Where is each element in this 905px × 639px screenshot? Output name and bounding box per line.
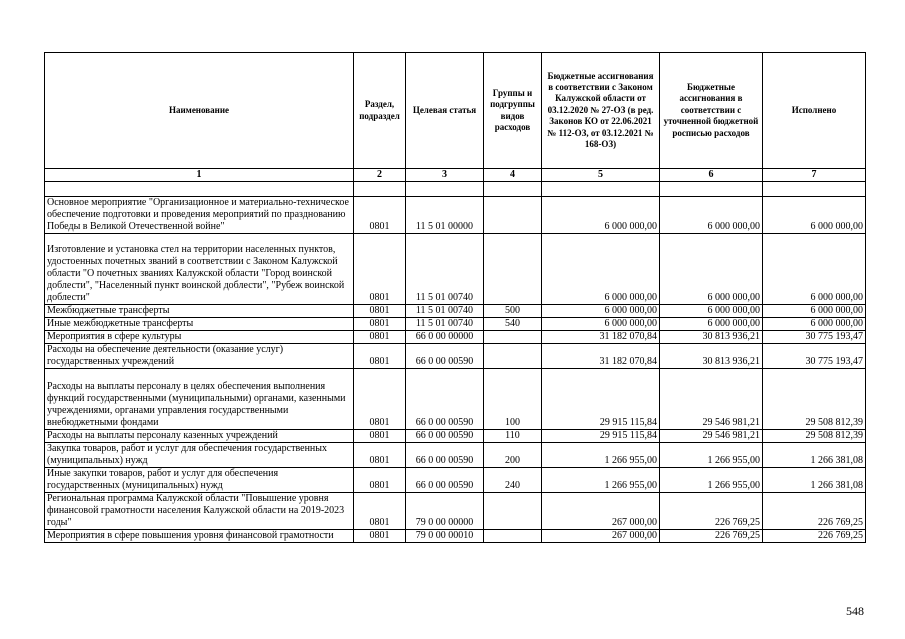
row-executed-amount: 6 000 000,00 [763, 318, 866, 331]
row-section: 0801 [354, 430, 406, 443]
row-executed-amount: 1 266 381,08 [763, 468, 866, 493]
row-name: Расходы на обеспечение деятельности (оказание услуг) государственных учреждений [45, 344, 354, 369]
row-group [484, 234, 542, 305]
row-target: 11 5 01 00740 [406, 234, 484, 305]
row-schedule-amount: 6 000 000,00 [660, 305, 763, 318]
column-number: 3 [406, 169, 484, 182]
row-group: 500 [484, 305, 542, 318]
column-number: 1 [45, 169, 354, 182]
row-name: Закупка товаров, работ и услуг для обеспечения государственных (муниципальных) нужд [45, 443, 354, 468]
row-schedule-amount: 226 769,25 [660, 530, 763, 543]
table-row [45, 344, 866, 369]
row-law-amount: 267 000,00 [542, 530, 660, 543]
row-section: 0801 [354, 443, 406, 468]
page-number: 548 [846, 604, 864, 618]
row-law-amount: 6 000 000,00 [542, 197, 660, 234]
row-name: Основное мероприятие "Организационное и материально-техническое обеспечение подготовки и проведения мероприятий по празднованию Победы в Великой Отечественной войне" [45, 197, 354, 234]
row-name: Мероприятия в сфере повышения уровня финансовой грамотности [45, 530, 354, 543]
column-number: 6 [660, 169, 763, 182]
row-law-amount: 6 000 000,00 [542, 318, 660, 331]
row-section: 0801 [354, 305, 406, 318]
row-target: 11 5 01 00740 [406, 305, 484, 318]
row-schedule-amount: 1 266 955,00 [660, 443, 763, 468]
row-target: 79 0 00 00000 [406, 493, 484, 530]
table-row [45, 493, 866, 530]
header-section: Раздел, подраздел [354, 53, 406, 169]
row-law-amount: 6 000 000,00 [542, 234, 660, 305]
row-schedule-amount: 29 546 981,21 [660, 430, 763, 443]
row-group: 540 [484, 318, 542, 331]
row-name: Межбюджетные трансферты [45, 305, 354, 318]
row-name: Расходы на выплаты персоналу в целях обеспечения выполнения функций государственными (муниципальными) органами, казенными учреждениями, органами управления государственными внебюджетными фондами [45, 369, 354, 430]
header-schedule-allocations: Бюджетные ассигнования в соответствии с уточненной бюджетной росписью расходов [660, 53, 763, 169]
header-name: Наименование [45, 53, 354, 169]
table-row [45, 305, 866, 318]
row-law-amount: 1 266 955,00 [542, 468, 660, 493]
table-row [45, 430, 866, 443]
row-group [484, 331, 542, 344]
table-row [45, 443, 866, 468]
table-row [45, 530, 866, 543]
table-row [45, 331, 866, 344]
row-law-amount: 1 266 955,00 [542, 443, 660, 468]
row-group: 240 [484, 468, 542, 493]
row-section: 0801 [354, 493, 406, 530]
row-executed-amount: 6 000 000,00 [763, 305, 866, 318]
header-target-article: Целевая статья [406, 53, 484, 169]
row-name: Изготовление и установка стел на территории населенных пунктов, удостоенных почетных званий в соответствии с Законом Калужской области "О почетных званиях Калужской области "Город воинской доблести", "Населенный пункт воинской доблести", "Рубеж воинской доблести" [45, 234, 354, 305]
row-executed-amount: 6 000 000,00 [763, 197, 866, 234]
budget-sheet [44, 52, 866, 543]
column-number: 5 [542, 169, 660, 182]
row-group: 200 [484, 443, 542, 468]
header-expense-group: Группы и подгруппы видов расходов [484, 53, 542, 169]
row-target: 66 0 00 00000 [406, 331, 484, 344]
row-executed-amount: 29 508 812,39 [763, 430, 866, 443]
row-schedule-amount: 30 813 936,21 [660, 331, 763, 344]
row-name: Региональная программа Калужской области "Повышение уровня финансовой грамотности населения Калужской области на 2019-2023 годы" [45, 493, 354, 530]
table-row [45, 318, 866, 331]
spacer-row [45, 182, 866, 197]
row-group [484, 344, 542, 369]
row-law-amount: 6 000 000,00 [542, 305, 660, 318]
row-executed-amount: 30 775 193,47 [763, 331, 866, 344]
row-section: 0801 [354, 318, 406, 331]
row-target: 66 0 00 00590 [406, 468, 484, 493]
row-target: 66 0 00 00590 [406, 344, 484, 369]
table-row [45, 468, 866, 493]
column-number: 7 [763, 169, 866, 182]
row-law-amount: 31 182 070,84 [542, 344, 660, 369]
row-group [484, 493, 542, 530]
row-target: 11 5 01 00740 [406, 318, 484, 331]
row-name: Иные закупки товаров, работ и услуг для обеспечения государственных (муниципальных) нужд [45, 468, 354, 493]
row-section: 0801 [354, 331, 406, 344]
row-executed-amount: 226 769,25 [763, 530, 866, 543]
row-section: 0801 [354, 468, 406, 493]
table-header-row [45, 53, 866, 169]
table-row [45, 369, 866, 430]
row-group: 110 [484, 430, 542, 443]
row-schedule-amount: 226 769,25 [660, 493, 763, 530]
header-law-allocations: Бюджетные ассигнования в соответствии с Законом Калужской области от 03.12.2020 № 27-ОЗ (в ред. Законов КО от 22.06.2021 № 112-ОЗ, от 03.12.2021 № 168-ОЗ) [542, 53, 660, 169]
row-law-amount: 267 000,00 [542, 493, 660, 530]
column-number: 2 [354, 169, 406, 182]
row-schedule-amount: 6 000 000,00 [660, 197, 763, 234]
row-target: 11 5 01 00000 [406, 197, 484, 234]
table-row [45, 234, 866, 305]
row-schedule-amount: 1 266 955,00 [660, 468, 763, 493]
column-number: 4 [484, 169, 542, 182]
row-target: 66 0 00 00590 [406, 443, 484, 468]
budget-table [44, 52, 866, 543]
row-schedule-amount: 6 000 000,00 [660, 318, 763, 331]
row-section: 0801 [354, 234, 406, 305]
row-name: Расходы на выплаты персоналу казенных учреждений [45, 430, 354, 443]
row-executed-amount: 29 508 812,39 [763, 369, 866, 430]
row-section: 0801 [354, 344, 406, 369]
row-group [484, 530, 542, 543]
row-executed-amount: 6 000 000,00 [763, 234, 866, 305]
column-numbers-row [45, 169, 866, 182]
row-section: 0801 [354, 530, 406, 543]
row-law-amount: 29 915 115,84 [542, 369, 660, 430]
row-schedule-amount: 6 000 000,00 [660, 234, 763, 305]
row-law-amount: 29 915 115,84 [542, 430, 660, 443]
row-schedule-amount: 29 546 981,21 [660, 369, 763, 430]
row-executed-amount: 226 769,25 [763, 493, 866, 530]
table-row [45, 197, 866, 234]
row-schedule-amount: 30 813 936,21 [660, 344, 763, 369]
row-executed-amount: 30 775 193,47 [763, 344, 866, 369]
row-name: Иные межбюджетные трансферты [45, 318, 354, 331]
row-target: 66 0 00 00590 [406, 430, 484, 443]
row-target: 66 0 00 00590 [406, 369, 484, 430]
row-group: 100 [484, 369, 542, 430]
row-group [484, 197, 542, 234]
row-executed-amount: 1 266 381,08 [763, 443, 866, 468]
header-executed: Исполнено [763, 53, 866, 169]
row-section: 0801 [354, 369, 406, 430]
row-section: 0801 [354, 197, 406, 234]
row-name: Мероприятия в сфере культуры [45, 331, 354, 344]
row-target: 79 0 00 00010 [406, 530, 484, 543]
row-law-amount: 31 182 070,84 [542, 331, 660, 344]
